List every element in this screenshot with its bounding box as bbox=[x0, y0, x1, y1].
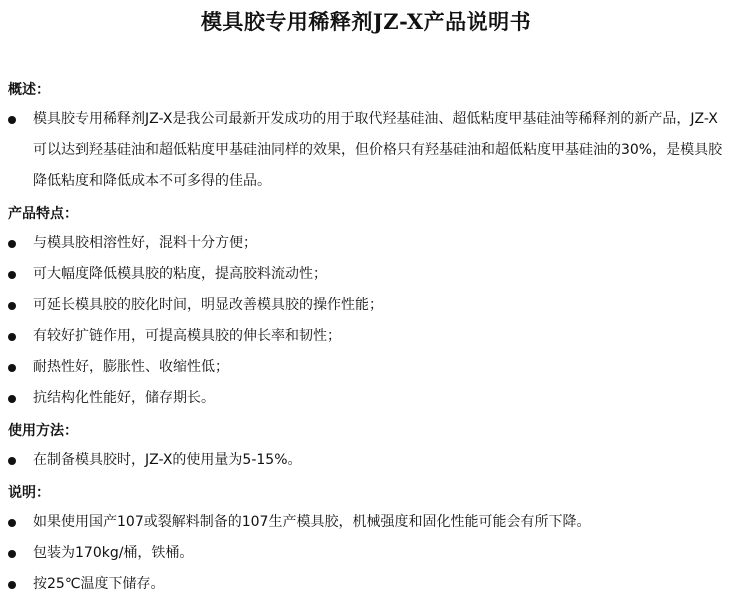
feature-item-text: 有较好扩链作用，可提高模具胶的伸长率和韧性； bbox=[33, 328, 341, 344]
feature-item-text: 可延长模具胶的胶化时间，明显改善模具胶的操作性能； bbox=[33, 297, 383, 313]
note-item-text: 包装为170kg/桶，铁桶。 bbox=[33, 545, 194, 561]
feature-item-text: 抗结构化性能好，储存期长。 bbox=[33, 390, 215, 406]
feature-item bbox=[8, 290, 724, 321]
feature-item-text: 与模具胶相溶性好，混料十分方便； bbox=[33, 235, 257, 251]
feature-item bbox=[8, 259, 724, 290]
bullet-icon bbox=[8, 550, 16, 558]
bullet-icon bbox=[8, 116, 16, 124]
bullet-icon bbox=[8, 240, 16, 248]
section-heading-overview: 概述： bbox=[8, 82, 50, 98]
bullet-icon bbox=[8, 519, 16, 527]
usage-item bbox=[8, 445, 724, 476]
feature-item bbox=[8, 352, 724, 383]
bullet-icon bbox=[8, 581, 16, 589]
bullet-icon bbox=[8, 395, 16, 403]
bullet-icon bbox=[8, 271, 16, 279]
note-item-text: 按25℃温度下储存。 bbox=[33, 576, 165, 592]
feature-item bbox=[8, 321, 724, 352]
bullet-icon bbox=[8, 364, 16, 372]
overview-item-text: 模具胶专用稀释剂JZ-X是我公司最新开发成功的用于取代羟基硅油、超低粘度甲基硅油等稀释剂的新产品，JZ-X可以达到羟基硅油和超低粘度甲基硅油同样的效果，但价格只有羟基硅油和超低粘度甲基硅油的30%，是模具胶降低粘度和降低成本不可多得的佳品。 bbox=[33, 111, 723, 189]
note-item bbox=[8, 507, 724, 538]
feature-item-text: 可大幅度降低模具胶的粘度，提高胶料流动性； bbox=[33, 266, 327, 282]
feature-item-text: 耐热性好，膨胀性、收缩性低； bbox=[33, 359, 229, 375]
note-item-text: 如果使用国产107或裂解料制备的107生产模具胶，机械强度和固化性能可能会有所下降。 bbox=[33, 514, 591, 530]
bullet-icon bbox=[8, 457, 16, 465]
section-heading-features: 产品特点： bbox=[8, 206, 78, 222]
section-heading-usage: 使用方法： bbox=[8, 423, 78, 439]
bullet-icon bbox=[8, 302, 16, 310]
note-item bbox=[8, 569, 724, 600]
section-heading-notes: 说明： bbox=[8, 485, 50, 501]
feature-item bbox=[8, 383, 724, 414]
note-item bbox=[8, 538, 724, 569]
feature-item bbox=[8, 228, 724, 259]
overview-item bbox=[8, 104, 724, 197]
usage-item-text: 在制备模具胶时，JZ-X的使用量为5-15%。 bbox=[33, 452, 302, 468]
document-title: 模具胶专用稀释剂JZ-X产品说明书 bbox=[200, 9, 532, 34]
bullet-icon bbox=[8, 333, 16, 341]
